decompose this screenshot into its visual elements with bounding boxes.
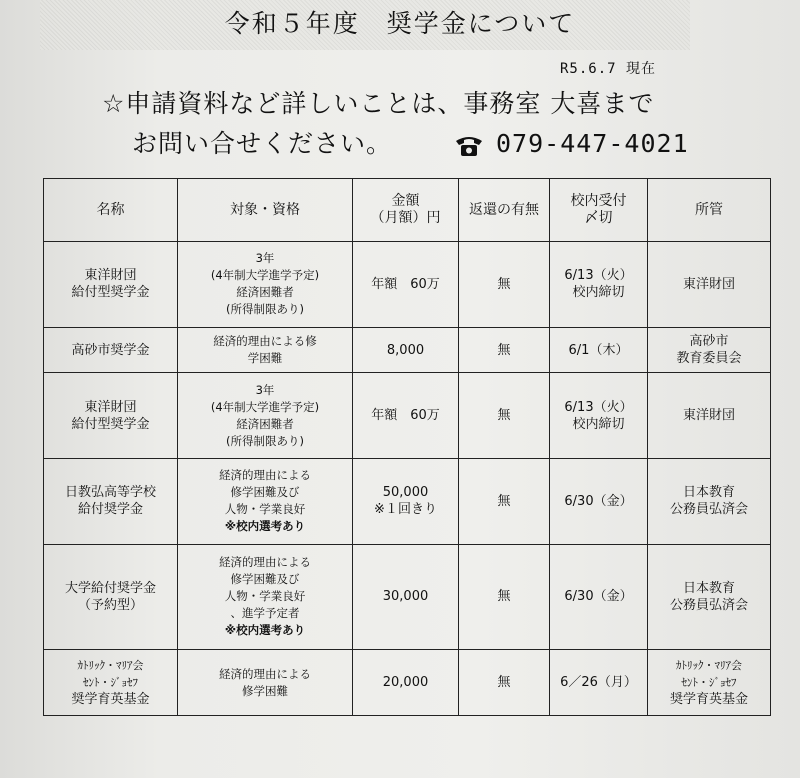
table-row	[44, 459, 771, 545]
telephone-icon	[454, 132, 484, 156]
cell-deadline: 6/30（金）	[550, 544, 648, 650]
cell-authority: 日本教育 公務員弘済会	[648, 544, 771, 650]
table-row	[44, 242, 771, 328]
cell-name: 高砂市奨学金	[44, 327, 178, 373]
cell-authority: 東洋財団	[648, 242, 771, 328]
table-row	[44, 373, 771, 459]
cell-amount: 30,000	[353, 544, 459, 650]
cell-amount: 8,000	[353, 327, 459, 373]
cell-deadline: 6/13（火） 校内締切	[550, 242, 648, 328]
cell-authority: 高砂市 教育委員会	[648, 327, 771, 373]
cell-authority: 東洋財団	[648, 373, 771, 459]
notice-line-1: ☆申請資料など詳しいことは、事務室 大喜まで	[102, 89, 655, 118]
cell-eligibility: 3年 (4年制大学進学予定) 経済困難者 (所得制限あり)	[178, 242, 353, 328]
header-authority: 所管	[648, 179, 771, 242]
table-row	[44, 327, 771, 373]
cell-repayment: 無	[459, 242, 550, 328]
cell-amount: 年額 60万	[353, 242, 459, 328]
cell-repayment: 無	[459, 373, 550, 459]
cell-name: 東洋財団 給付型奨学金	[44, 373, 178, 459]
cell-deadline: 6/1（木）	[550, 327, 648, 373]
cell-name: 日教弘高等学校 給付奨学金	[44, 459, 178, 545]
header-eligibility: 対象・資格	[178, 179, 353, 242]
cell-name: 東洋財団 給付型奨学金	[44, 242, 178, 328]
header-deadline: 校内受付 〆切	[550, 179, 648, 242]
cell-repayment: 無	[459, 327, 550, 373]
cell-amount: 50,000 ※１回きり	[353, 459, 459, 545]
cell-deadline: 6／26（月）	[550, 650, 648, 716]
cell-eligibility: 経済的理由による 修学困難及び 人物・学業良好 、進学予定者 ※校内選考あり	[178, 544, 353, 650]
phone-number: 079-447-4021	[496, 129, 689, 158]
as-of-date: R5.6.7 現在	[560, 61, 657, 77]
header-amount: 金額 （月額）円	[353, 179, 459, 242]
notice-line-2: お問い合せください。	[132, 129, 393, 158]
cell-eligibility: 経済的理由による修 学困難	[178, 327, 353, 373]
cell-repayment: 無	[459, 459, 550, 545]
page-title: 令和５年度 奨学金について	[224, 9, 576, 38]
cell-name: 大学給付奨学金 （予約型）	[44, 544, 178, 650]
cell-repayment: 無	[459, 650, 550, 716]
phone-contact	[454, 126, 689, 162]
cell-amount: 20,000	[353, 650, 459, 716]
table-row	[44, 544, 771, 650]
cell-repayment: 無	[459, 544, 550, 650]
cell-eligibility: 3年 (4年制大学進学予定) 経済困難者 (所得制限あり)	[178, 373, 353, 459]
header-repayment: 返還の有無	[459, 179, 550, 242]
cell-eligibility: 経済的理由による 修学困難	[178, 650, 353, 716]
cell-authority: 日本教育 公務員弘済会	[648, 459, 771, 545]
scholarship-table	[43, 178, 771, 716]
cell-authority: ｶﾄﾘｯｸ・ﾏﾘｱ会 ｾﾝﾄ・ｼﾞｮｾﾌ 奨学育英基金	[648, 650, 771, 716]
cell-name: ｶﾄﾘｯｸ・ﾏﾘｱ会 ｾﾝﾄ・ｼﾞｮｾﾌ 奨学育英基金	[44, 650, 178, 716]
table-header-row	[44, 179, 771, 242]
cell-eligibility: 経済的理由による 修学困難及び 人物・学業良好 ※校内選考あり	[178, 459, 353, 545]
header-name: 名称	[44, 179, 178, 242]
cell-amount: 年額 60万	[353, 373, 459, 459]
table-row	[44, 650, 771, 716]
cell-deadline: 6/13（火） 校内締切	[550, 373, 648, 459]
cell-deadline: 6/30（金）	[550, 459, 648, 545]
